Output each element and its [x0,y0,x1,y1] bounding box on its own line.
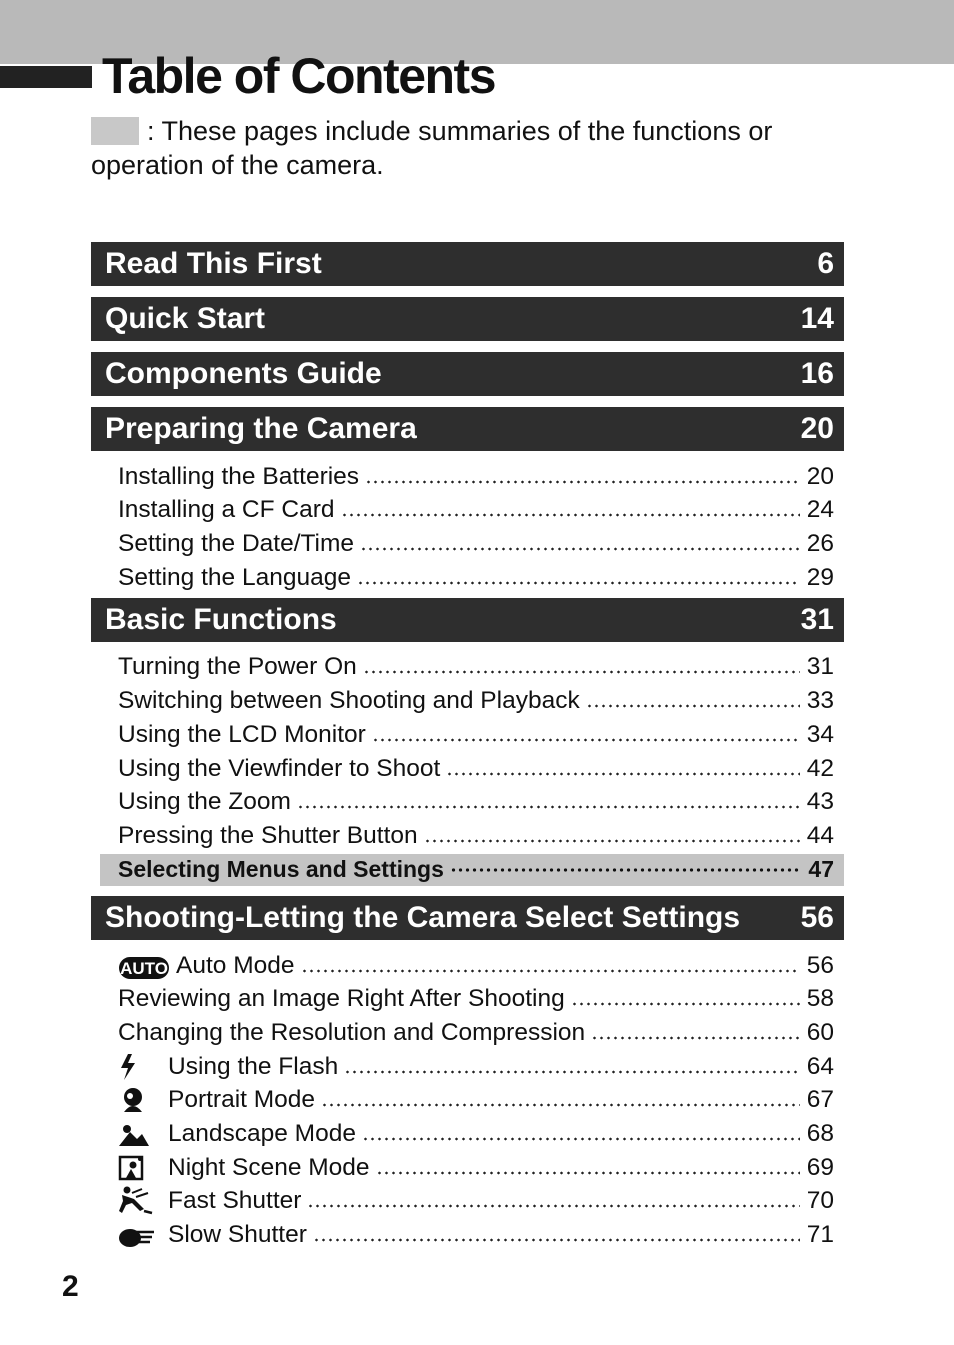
toc-entry-landscape-mode[interactable] [91,1114,844,1148]
toc-entry-switching-between-shooting-and-playback[interactable] [91,681,844,715]
toc-entry-reviewing-an-image-right-after-shooting[interactable] [91,980,844,1014]
entry-label: Using the Viewfinder to Shoot [118,754,441,782]
fast-shutter-icon [118,1185,168,1215]
toc-entry-selecting-menus-and-settings[interactable] [100,854,844,886]
dot-leader [360,546,800,552]
entry-label: Slow Shutter [168,1221,307,1249]
section-page: 6 [817,247,834,280]
section-title: Read This First [105,247,322,280]
entry-page: 64 [806,1052,834,1080]
section-gap [91,396,844,407]
entry-page: 31 [806,653,834,681]
toc-entry-using-the-zoom[interactable] [91,783,844,817]
entry-label: Changing the Resolution and Compression [118,1018,586,1046]
entry-label: Landscape Mode [168,1120,356,1147]
section-header-quick-start[interactable] [91,297,844,341]
section-gap [91,341,844,352]
section-page: 56 [800,900,834,934]
entry-label: Fast Shutter [168,1187,302,1215]
section-header-read-this-first[interactable] [91,242,844,286]
entry-page: 29 [806,563,834,591]
dot-leader [297,804,800,810]
section-page: 16 [800,357,834,390]
entry-label: Turning the Power On [118,653,357,681]
toc-entry-using-the-viewfinder-to-shoot[interactable] [91,749,844,783]
entry-page: 58 [806,985,834,1013]
section-title: Shooting-Letting the Camera Select Settings [105,900,741,934]
flash-icon [118,1053,168,1081]
entry-page: 20 [806,462,834,490]
dot-leader [344,1069,800,1075]
entry-label: Portrait Mode [168,1086,316,1114]
entry-label: Selecting Menus and Settings [118,856,444,883]
entry-list [91,940,844,1255]
section-title: Quick Start [105,302,266,335]
dot-leader [301,968,801,974]
legend-text: : These pages include summaries of the functions or operation of the camera. [91,116,773,180]
entry-label: Pressing the Shutter Button [118,821,418,849]
entry-label: Using the LCD Monitor [118,720,366,748]
entry-list [91,642,844,896]
page-number: 2 [62,1270,79,1303]
section-page: 20 [800,412,834,445]
toc-entry-using-the-flash[interactable] [91,1047,844,1081]
entry-label: Auto Mode [176,951,295,979]
dot-leader [321,1102,800,1108]
entry-page: 42 [806,754,834,782]
entry-label: Switching between Shooting and Playback [118,687,580,715]
entry-label: Setting the Date/Time [118,530,355,558]
dot-leader [571,1001,800,1007]
section-header-shooting-letting-the-camera-select-settings[interactable] [91,896,844,940]
entry-page: 44 [806,821,834,849]
section-page: 14 [800,302,834,335]
dot-leader [365,479,800,485]
entry-page: 67 [806,1086,834,1114]
dot-leader [313,1237,800,1243]
toc-entry-fast-shutter[interactable] [91,1182,844,1216]
entry-page: 24 [806,496,834,524]
auto-mode-icon [118,956,176,980]
dot-leader [307,1203,800,1209]
entry-label: Reviewing an Image Right After Shooting [118,985,565,1013]
entry-page: 47 [808,856,834,883]
section-gap [91,286,844,297]
title-accent-bar [0,66,92,88]
legend [91,114,851,182]
entry-page: 71 [806,1221,834,1249]
section-header-basic-functions[interactable] [91,598,844,642]
toc-entry-setting-the-date-time[interactable] [91,524,844,558]
dot-leader [446,771,800,777]
entry-page: 43 [806,788,834,816]
entry-page: 56 [806,951,834,979]
section-page: 31 [800,602,834,636]
toc-entry-night-scene-mode[interactable] [91,1148,844,1182]
section-header-components-guide[interactable] [91,352,844,396]
entry-label: Installing the Batteries [118,462,360,490]
toc-entry-using-the-lcd-monitor[interactable] [91,715,844,749]
toc-entry-turning-the-power-on[interactable] [91,648,844,682]
svg-text:AUTO: AUTO [120,958,168,978]
section-title: Preparing the Camera [105,412,417,445]
entry-page: 70 [806,1187,834,1215]
entry-label: Using the Zoom [118,788,291,816]
slow-shutter-icon [118,1225,168,1249]
dot-leader [363,669,800,675]
section-title: Components Guide [105,357,382,390]
entry-label: Installing a CF Card [118,496,335,524]
dot-leader [341,512,800,518]
entry-page: 68 [806,1120,834,1147]
toc-entry-installing-a-cf-card[interactable] [91,491,844,525]
dot-leader [591,1035,800,1041]
legend-swatch [91,117,139,145]
entry-page: 26 [806,530,834,558]
dot-leader [357,580,800,586]
toc-entry-slow-shutter[interactable] [91,1215,844,1249]
portrait-icon [118,1086,168,1114]
dot-leader [586,703,800,709]
entry-label: Night Scene Mode [168,1153,370,1181]
toc-entry-portrait-mode[interactable] [91,1081,844,1115]
toc-entry-auto-mode[interactable] [91,946,844,980]
entry-page: 34 [806,720,834,748]
entry-list [91,451,844,598]
toc-entry-setting-the-language[interactable] [91,558,844,592]
section-title: Basic Functions [105,602,337,636]
landscape-icon [118,1122,168,1148]
section-header-preparing-the-camera[interactable] [91,407,844,451]
entry-label: Using the Flash [168,1052,339,1080]
dot-leader [372,737,800,743]
toc-entry-installing-the-batteries[interactable] [91,457,844,491]
entry-label: Setting the Language [118,563,351,591]
night-scene-icon [118,1154,168,1182]
entry-page: 33 [806,687,834,715]
entry-page: 60 [806,1018,834,1046]
toc-entry-pressing-the-shutter-button[interactable] [91,816,844,850]
entry-page: 69 [806,1153,834,1181]
toc-entry-changing-the-resolution-and-compression[interactable] [91,1013,844,1047]
dot-leader [362,1136,800,1142]
page-title: Table of Contents [102,48,496,104]
dot-leader [450,867,800,873]
table-of-contents [91,242,844,1255]
dot-leader [424,838,800,844]
dot-leader [376,1170,800,1176]
